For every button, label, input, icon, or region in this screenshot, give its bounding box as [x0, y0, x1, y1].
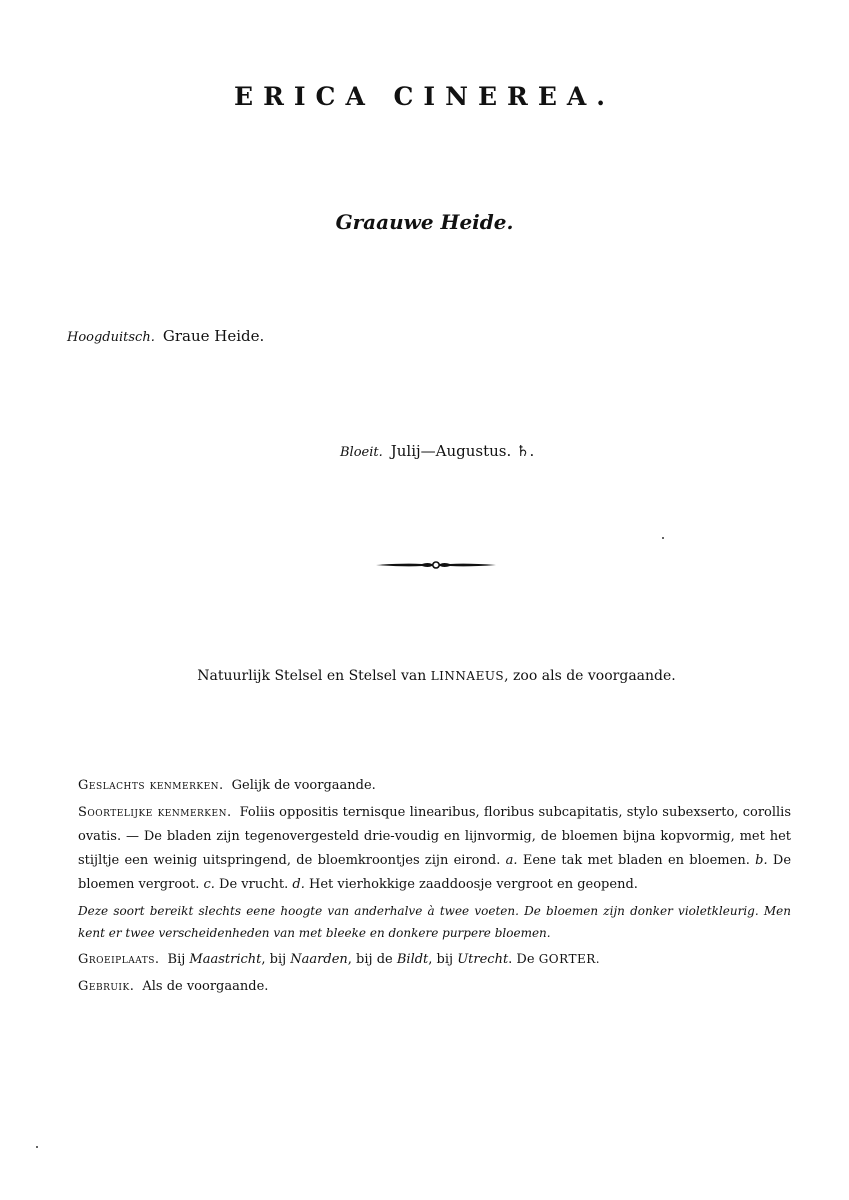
figure-d-text: Het vierhokkige zaaddoosje vergroot en geopend.	[308, 877, 638, 892]
system-text-end: , zoo als de voorgaande.	[504, 668, 676, 684]
linnaeus-name: LINNAEUS	[430, 669, 505, 683]
common-name: Graauwe Heide.	[335, 210, 514, 234]
habitat-text: . De	[508, 952, 535, 967]
habitat-text: Bij	[167, 952, 186, 967]
habitat-text: , bij de	[347, 952, 393, 967]
species-heading: Soortelijke kenmerken.	[78, 805, 232, 820]
note-paragraph: Deze soort bereikt slechts eene hoogte van anderhalve à twee voeten. De bloemen zijn donker violetkleurig. Men kent er twee verscheidenheden van met bleeke en donkere purpere bloemen.	[78, 904, 791, 940]
print-speck	[36, 1146, 38, 1148]
habitat-text: , bij	[428, 952, 454, 967]
page-title: ERICA CINEREA.	[234, 82, 615, 111]
genus-paragraph	[78, 774, 791, 798]
figure-b-text: De bloemen vergroot.	[78, 853, 792, 892]
use-paragraph	[78, 975, 791, 999]
habitat-text: , bij	[261, 952, 287, 967]
print-speck	[662, 537, 664, 539]
figure-d-label: d.	[292, 877, 305, 892]
german-label: Hoogduitsch.	[67, 330, 155, 345]
genus-heading: Geslachts kenmerken.	[78, 778, 224, 793]
species-paragraph	[78, 801, 791, 897]
place-maastricht: Maastricht	[189, 952, 262, 967]
place-utrecht: Utrecht	[457, 952, 509, 967]
description-body	[78, 774, 791, 999]
ornament-divider	[374, 558, 498, 572]
figure-c-text: De vrucht.	[219, 877, 289, 892]
figure-b-label: b.	[755, 853, 768, 868]
use-text: Als de voorgaande.	[142, 979, 269, 994]
bloom-label: Bloeit.	[340, 445, 383, 460]
figure-a-label: a.	[505, 853, 518, 868]
classification-line	[0, 668, 849, 684]
bloom-period	[340, 442, 534, 460]
habitat-paragraph	[78, 947, 791, 972]
system-text: Natuurlijk Stelsel en Stelsel van	[197, 668, 427, 684]
bloom-value: Julij—Augustus.	[390, 442, 512, 460]
genus-text: Gelijk de voorgaande.	[231, 778, 376, 793]
species-text: Foliis oppositis ternisque linearibus, floribus subcapitatis, stylo subexserto, corollis ovatis. — De bladen zijn tegenovergesteld drie-voudig en lijnvormig, de bloemen bijna kopvormig, met het stijltje een weinig uitspringend, de bloemkroontjes zijn eirond.	[78, 805, 792, 868]
figure-c-label: c.	[203, 877, 215, 892]
use-heading: Gebruik.	[78, 979, 135, 994]
place-bildt: Bildt	[396, 952, 429, 967]
figure-a-text: Eene tak met bladen en bloemen.	[522, 853, 750, 868]
author-gorter: GORTER.	[538, 952, 601, 966]
shrub-symbol: ♄.	[516, 442, 535, 460]
habitat-heading: Groeiplaats.	[78, 952, 160, 967]
german-name	[67, 327, 264, 345]
place-naarden: Naarden	[290, 952, 348, 967]
german-value: Graue Heide.	[162, 327, 265, 345]
